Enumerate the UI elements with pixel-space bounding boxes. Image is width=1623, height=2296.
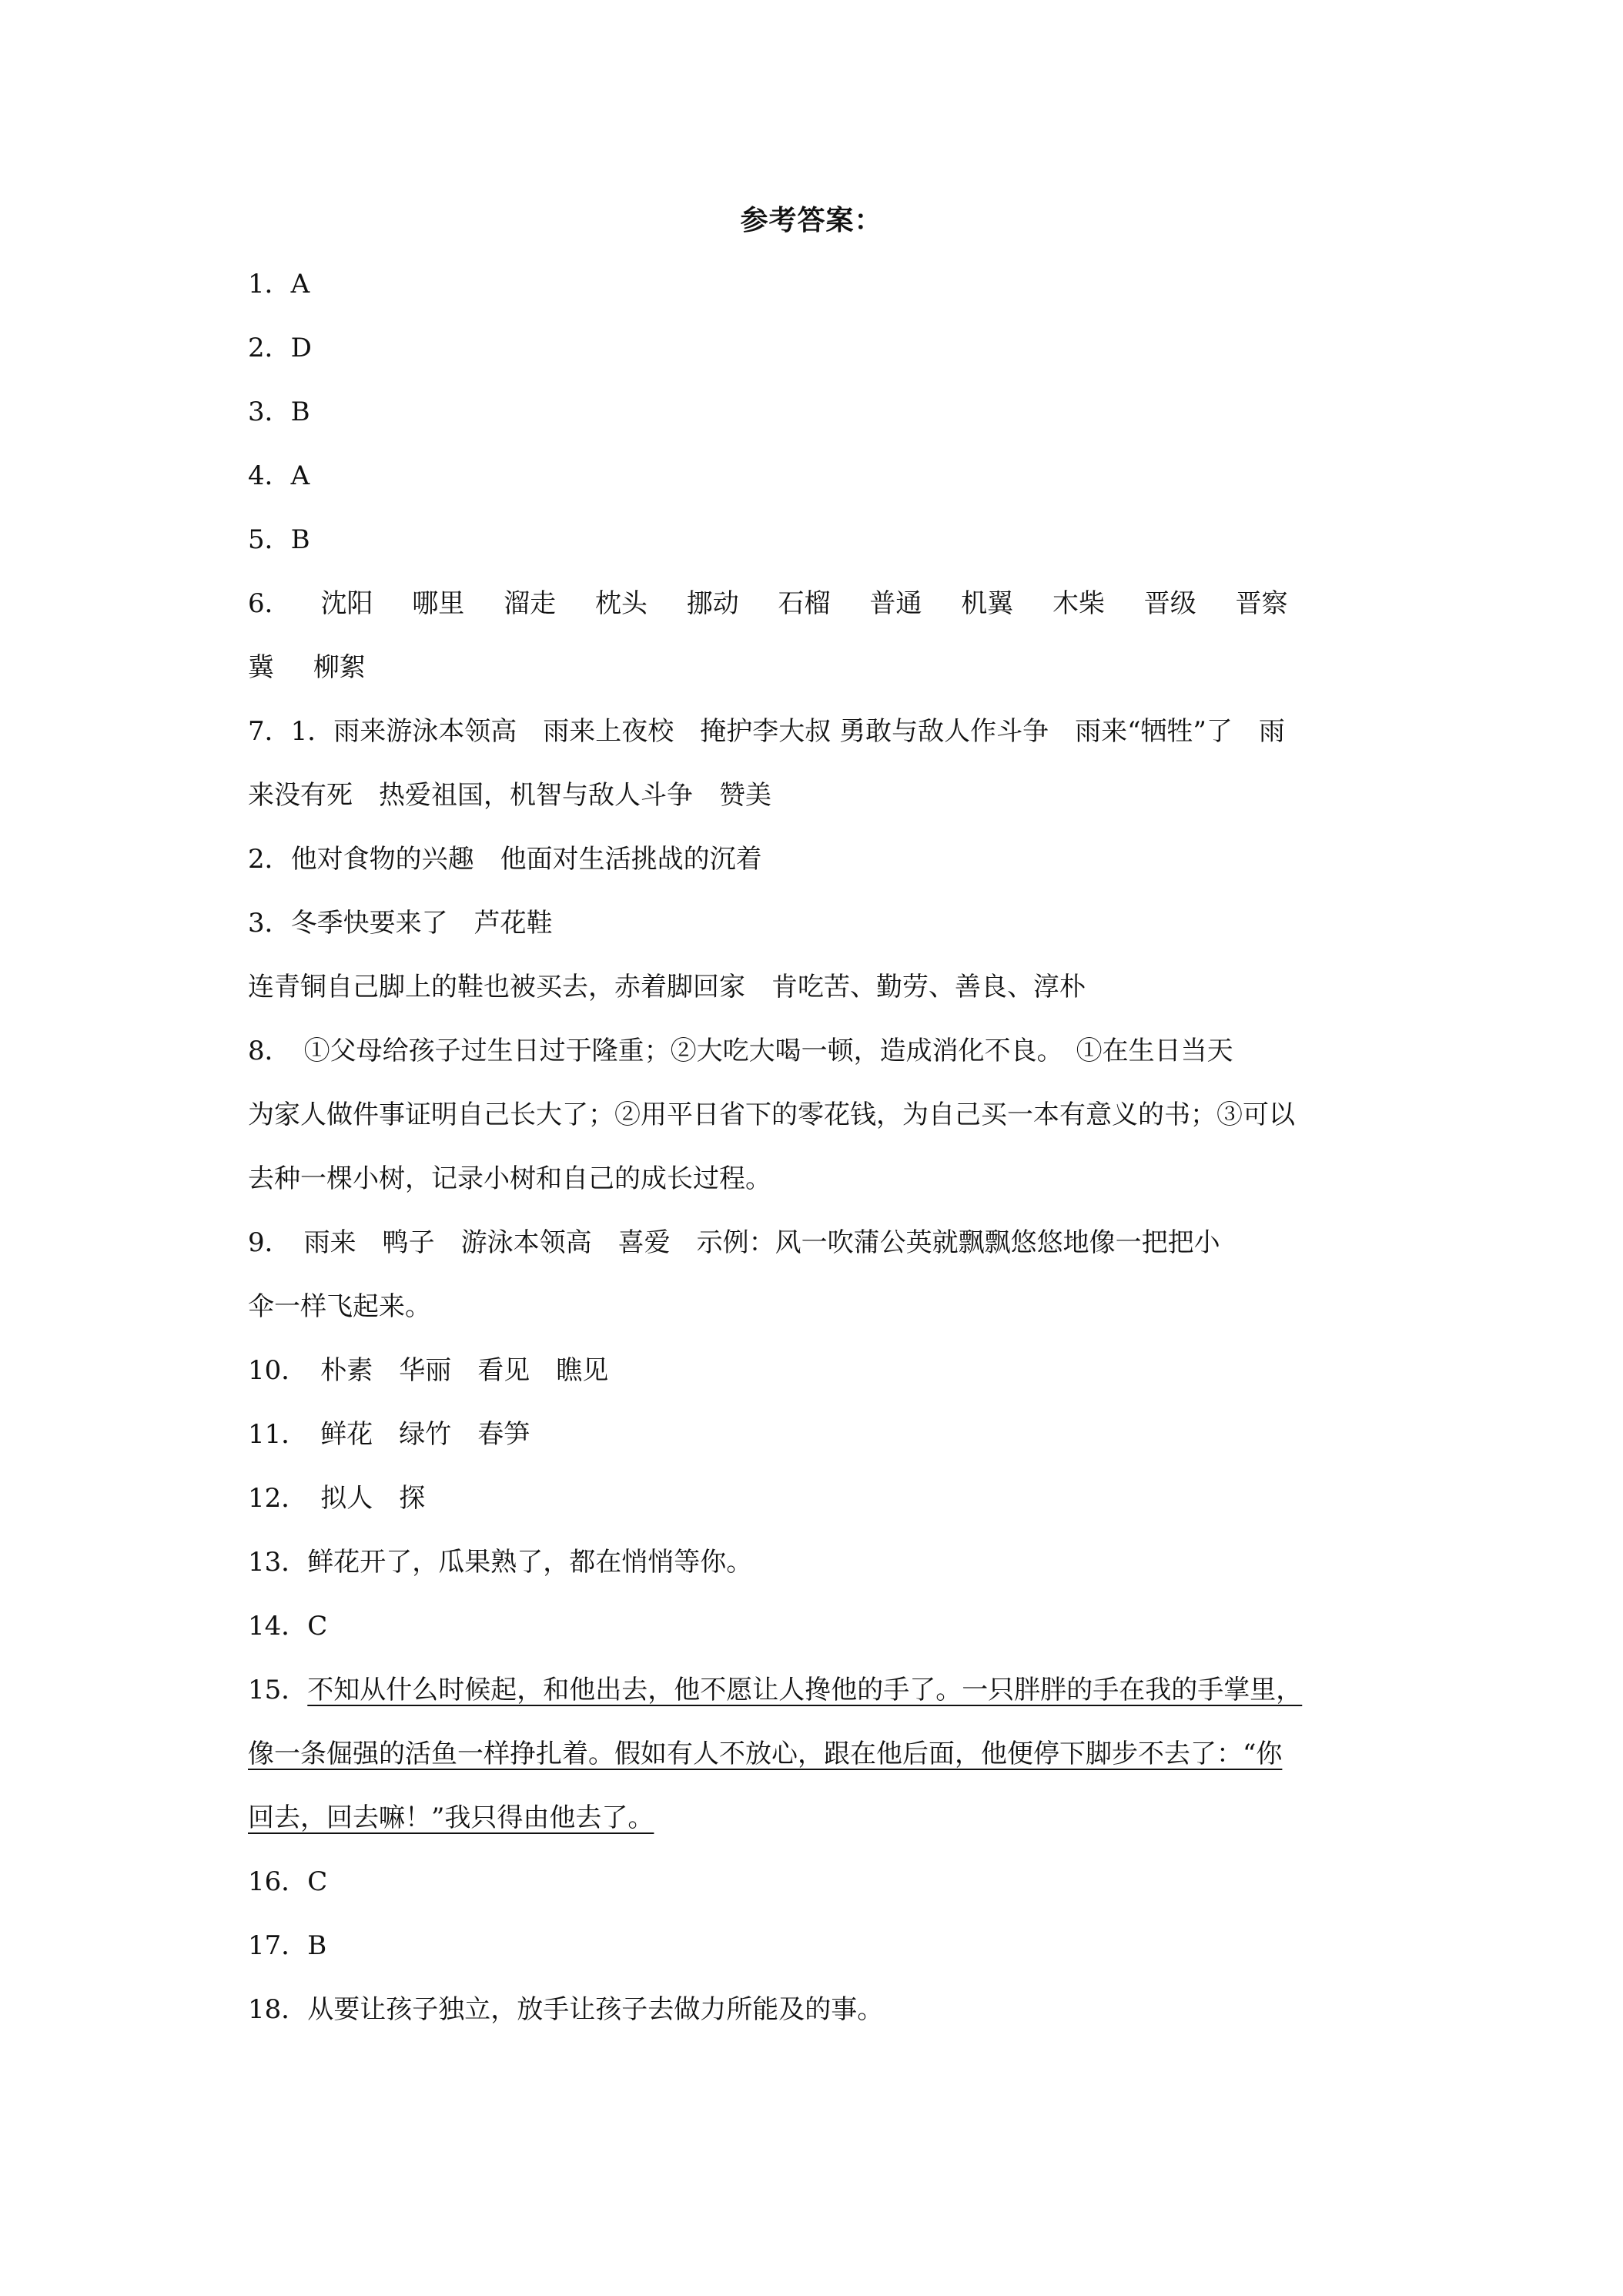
answer-15-underlined-text: 像一条倔强的活鱼一样挣扎着。假如有人不放心，跟在他后面，他便停下脚步不去了：“你 bbox=[248, 1739, 1283, 1769]
answer-1: 1．A bbox=[248, 269, 310, 300]
answer-17: 17．B bbox=[248, 1930, 327, 1961]
answer-10: 10． 朴素 华丽 看见 瞧见 bbox=[248, 1355, 609, 1386]
answer-6-word: 挪动 bbox=[686, 588, 739, 619]
answer-7-line-2: 来没有死 热爱祖国，机智与敌人斗争 赞美 bbox=[248, 780, 771, 811]
answer-8-line-2: 为家人做件事证明自己长大了；②用平日省下的零花钱，为自己买一本有意义的书；③可以 bbox=[248, 1099, 1295, 1130]
answer-6-word: 冀 bbox=[248, 652, 274, 683]
answer-9-line-2: 伞一样飞起来。 bbox=[248, 1291, 431, 1322]
answer-6-word: 哪里 bbox=[412, 588, 465, 619]
answer-6-word: 溜走 bbox=[504, 588, 557, 619]
answer-15-line-3 bbox=[248, 1786, 1387, 1850]
answer-15-number: 15． bbox=[248, 1675, 308, 1705]
answer-8-line-1: 8． ①父母给孩子过生日过于隆重；②大吃大喝一顿，造成消化不良。 ①在生日当天 bbox=[248, 1036, 1233, 1066]
answer-6-word: 柳絮 bbox=[313, 652, 366, 683]
answer-6-word: 枕头 bbox=[594, 588, 648, 619]
page-title: 参考答案： bbox=[740, 204, 883, 236]
answer-7-part-2: 2．他对食物的兴趣 他面对生活挑战的沉着 bbox=[248, 844, 762, 875]
answer-6-line-1 bbox=[248, 572, 1387, 636]
answer-6-line-2 bbox=[248, 636, 1387, 700]
answer-8-line-3: 去种一棵小树，记录小树和自己的成长过程。 bbox=[248, 1163, 771, 1194]
answer-12: 12． 拟人 探 bbox=[248, 1483, 426, 1514]
answer-5: 5．B bbox=[248, 524, 310, 555]
answer-6-number: 6． bbox=[248, 588, 291, 619]
answer-7-part-3-continued: 连青铜自己脚上的鞋也被买去，赤着脚回家 肯吃苦、勤劳、善良、淳朴 bbox=[248, 972, 1086, 1002]
answer-2: 2．D bbox=[248, 333, 312, 363]
answer-6-word: 普通 bbox=[869, 588, 922, 619]
answer-15-line-2 bbox=[248, 1722, 1387, 1786]
answer-11: 11． 鲜花 绿竹 春笋 bbox=[248, 1419, 530, 1450]
answer-14: 14．C bbox=[248, 1611, 328, 1642]
answer-3: 3．B bbox=[248, 397, 310, 427]
answer-18: 18．从要让孩子独立，放手让孩子去做力所能及的事。 bbox=[248, 1994, 884, 2025]
answer-7-line-1: 7．1．雨来游泳本领高 雨来上夜校 掩护李大叔 勇敢与敌人作斗争 雨来“牺牲”了 雨 bbox=[248, 716, 1285, 747]
answer-6-word: 石榴 bbox=[778, 588, 831, 619]
answer-15-line-1 bbox=[248, 1658, 1387, 1722]
answer-6-word: 晋级 bbox=[1143, 588, 1196, 619]
answer-7-part-3: 3．冬季快要来了 芦花鞋 bbox=[248, 908, 553, 939]
answer-15-underlined-text: 回去，回去嘛！”我只得由他去了。 bbox=[248, 1802, 654, 1833]
answer-4: 4．A bbox=[248, 460, 310, 491]
answer-6-word: 沈阳 bbox=[320, 588, 373, 619]
answer-6-word: 机翼 bbox=[961, 588, 1014, 619]
answer-6-word: 木柴 bbox=[1052, 588, 1105, 619]
answer-list bbox=[248, 253, 1387, 2042]
answer-6-word: 晋察 bbox=[1235, 588, 1288, 619]
answer-13: 13．鲜花开了，瓜果熟了，都在悄悄等你。 bbox=[248, 1547, 753, 1578]
answer-15-underlined-text: 不知从什么时候起，和他出去，他不愿让人搀他的手了。一只胖胖的手在我的手掌里， bbox=[307, 1675, 1303, 1705]
answer-16: 16．C bbox=[248, 1866, 328, 1897]
answer-9-line-1: 9． 雨来 鸭子 游泳本领高 喜爱 示例：风一吹蒲公英就飘飘悠悠地像一把把小 bbox=[248, 1227, 1220, 1258]
